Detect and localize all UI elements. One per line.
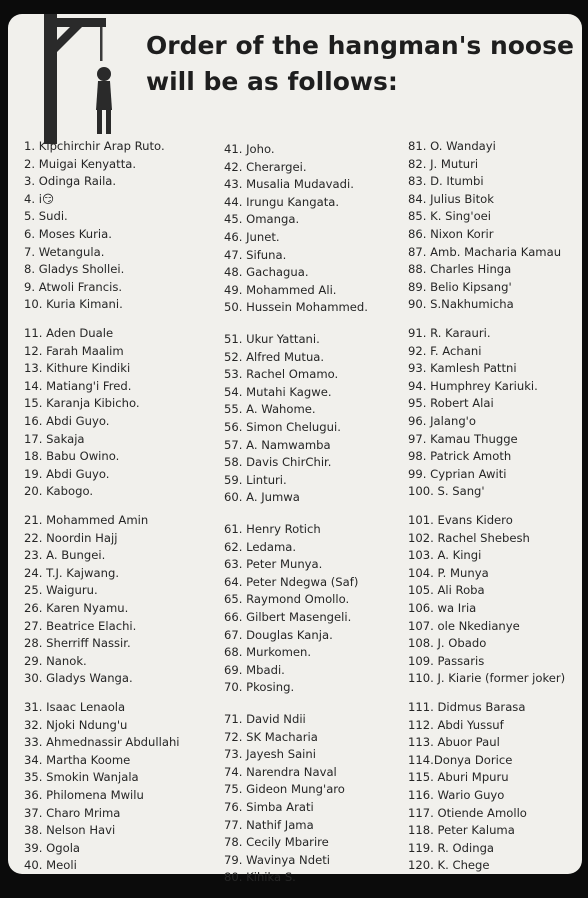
list-item: 19. Abdi Guyo.: [24, 466, 110, 481]
list-item: 69. Mbadi.: [224, 662, 285, 677]
list-item: 41. Joho.: [224, 142, 275, 156]
list-item: 9. Atwoli Francis.: [24, 279, 123, 294]
list-item: 114.Donya Dorice: [408, 752, 513, 767]
list-item: 110. J. Kiarie (former joker): [408, 671, 566, 686]
list-item: 90. S.Nakhumicha: [408, 297, 514, 312]
list-item: 109. Passaris: [408, 653, 485, 668]
list-item: 74. Narendra Naval: [224, 764, 337, 779]
list-item: 49. Mohammed Ali.: [224, 282, 337, 297]
list-item: 55. A. Wahome.: [224, 402, 316, 417]
list-item: 94. Humphrey Kariuki.: [408, 378, 538, 393]
list-item: 65. Raymond Omollo.: [224, 592, 350, 607]
list-item: 33. Ahmednassir Abdullahi: [24, 735, 180, 750]
list-group: [24, 512, 224, 699]
list-item: 32. Njoki Ndung'u: [24, 717, 128, 732]
list-item: 107. ole Nkedianye: [408, 618, 520, 633]
list-column-1: [24, 138, 224, 886]
list-item: 7. Wetangula.: [24, 244, 105, 259]
list-item: 27. Beatrice Elachi.: [24, 618, 137, 633]
list-item: 16. Abdi Guyo.: [24, 413, 110, 428]
list-item: 25. Waiguru.: [24, 583, 98, 598]
list-item: 54. Mutahi Kagwe.: [224, 384, 332, 399]
list-item: 47. Sifuna.: [224, 247, 287, 262]
list-item: 4. i😏: [24, 191, 55, 206]
list-item: 93. Kamlesh Pattni: [408, 361, 517, 376]
list-item: 113. Abuor Paul: [408, 735, 500, 750]
list-item: 81. O. Wandayi: [408, 139, 496, 153]
list-item: 34. Martha Koome: [24, 752, 131, 767]
list-item: 53. Rachel Omamo.: [224, 367, 339, 382]
list-item: 64. Peter Ndegwa (Saf): [224, 574, 359, 589]
list-item: 80. Kihika S.: [224, 870, 296, 885]
list-item: 105. Ali Roba: [408, 583, 485, 598]
list-item: 52. Alfred Mutua.: [224, 349, 325, 364]
list-item: 104. P. Munya: [408, 565, 489, 580]
list-item: 115. Aburi Mpuru: [408, 770, 509, 785]
list-item: 119. R. Odinga: [408, 840, 495, 855]
list-item: 39. Ogola: [24, 840, 81, 855]
list-group: [408, 325, 582, 512]
list-item: 35. Smokin Wanjala: [24, 770, 139, 785]
list-item: 68. Murkomen.: [224, 645, 312, 660]
list-item: 45. Omanga.: [224, 212, 300, 227]
list-item: 1. Kipchirchir Arap Ruto.: [24, 139, 165, 153]
list-item: 88. Charles Hinga: [408, 262, 512, 277]
list-column-2: [224, 138, 414, 898]
list-item: 66. Gilbert Masengeli.: [224, 609, 352, 624]
list-item: 6. Moses Kuria.: [24, 226, 112, 241]
list-group: [224, 518, 414, 708]
list-item: 44. Irungu Kangata.: [224, 194, 340, 209]
list-item: 76. Simba Arati: [224, 799, 314, 814]
list-item: 73. Jayesh Saini: [224, 747, 316, 762]
list-item: 86. Nixon Korir: [408, 226, 494, 241]
list-item: 116. Wario Guyo: [408, 787, 505, 802]
list-item: 56. Simon Chelugui.: [224, 419, 341, 434]
list-item: 67. Douglas Kanja.: [224, 627, 333, 642]
list-item: 8. Gladys Shollei.: [24, 262, 125, 277]
list-item: 63. Peter Munya.: [224, 557, 323, 572]
list-item: 50. Hussein Mohammed.: [224, 300, 368, 315]
list-group: [24, 325, 224, 512]
list-item: 31. Isaac Lenaola: [24, 700, 126, 714]
list-item: 17. Sakaja: [24, 431, 85, 446]
list-item: 71. David Ndii: [224, 712, 306, 726]
list-item: 97. Kamau Thugge: [408, 431, 518, 446]
list-item: 11. Aden Duale: [24, 326, 114, 340]
list-item: 37. Charo Mrima: [24, 805, 121, 820]
list-item: 92. F. Achani: [408, 343, 482, 358]
list-item: 18. Babu Owino.: [24, 449, 120, 464]
list-item: 30. Gladys Wanga.: [24, 671, 133, 686]
list-item: 103. A. Kingi: [408, 548, 482, 563]
list-item: 38. Nelson Havi: [24, 823, 116, 838]
list-group: [224, 138, 414, 328]
list-item: 100. S. Sang': [408, 484, 485, 499]
list-item: 59. Linturi.: [224, 472, 287, 487]
list-item: 102. Rachel Shebesh: [408, 530, 530, 545]
list-item: 118. Peter Kaluma: [408, 823, 515, 838]
list-group: [408, 699, 582, 886]
list-item: 112. Abdi Yussuf: [408, 717, 504, 732]
list-item: 48. Gachagua.: [224, 265, 309, 280]
list-item: 108. J. Obado: [408, 636, 487, 651]
list-item: 46. Junet.: [224, 229, 280, 244]
list-item: 21. Mohammed Amin: [24, 513, 149, 527]
list-item: 24. T.J. Kajwang.: [24, 565, 120, 580]
list-group: [224, 328, 414, 518]
list-item: 3. Odinga Raila.: [24, 174, 117, 189]
list-item: 60. A. Jumwa: [224, 490, 300, 505]
list-item: 61. Henry Rotich: [224, 522, 321, 536]
list-item: 15. Karanja Kibicho.: [24, 396, 140, 411]
list-item: 78. Cecily Mbarire: [224, 835, 329, 850]
page-title: Order of the hangman's noose will be as follows:: [146, 31, 574, 96]
list-group: [24, 138, 224, 325]
list-item: 87. Amb. Macharia Kamau: [408, 244, 562, 259]
document-page: [8, 14, 582, 885]
list-group: [408, 512, 582, 699]
list-item: 42. Cherargei.: [224, 159, 307, 174]
list-column-3: [408, 138, 582, 886]
list-item: 22. Noordin Hajj: [24, 530, 118, 545]
list-item: 84. Julius Bitok: [408, 191, 494, 206]
list-item: 75. Gideon Mung'aro: [224, 782, 345, 797]
list-item: 95. Robert Alai: [408, 396, 494, 411]
list-item: 36. Philomena Mwilu: [24, 787, 144, 802]
list-item: 98. Patrick Amoth: [408, 449, 512, 464]
list-item: 43. Musalia Mudavadi.: [224, 177, 354, 192]
list-item: 10. Kuria Kimani.: [24, 297, 123, 312]
list-item: 29. Nanok.: [24, 653, 87, 668]
list-item: 117. Otiende Amollo: [408, 805, 527, 820]
list-group: [224, 708, 414, 898]
list-group: [408, 138, 582, 325]
list-item: 40. Meoli: [24, 858, 77, 873]
list-item: 12. Farah Maalim: [24, 343, 124, 358]
list-item: 72. SK Macharia: [224, 729, 318, 744]
list-item: 96. Jalang'o: [408, 413, 476, 428]
list-item: 70. Pkosing.: [224, 680, 295, 695]
list-item: 77. Nathif Jama: [224, 817, 314, 832]
list-item: 85. K. Sing'oei: [408, 209, 492, 224]
list-item: 89. Belio Kipsang': [408, 279, 512, 294]
list-item: 79. Wavinya Ndeti: [224, 852, 330, 867]
list-item: 5. Sudi.: [24, 209, 68, 224]
list-item: 62. Ledama.: [224, 539, 297, 554]
hangman-gallows-icon: [30, 14, 130, 144]
list-item: 58. Davis ChirChir.: [224, 455, 332, 470]
list-item: 23. A. Bungei.: [24, 548, 106, 563]
list-item: 57. A. Namwamba: [224, 437, 331, 452]
list-item: 83. D. Itumbi: [408, 174, 484, 189]
list-item: 13. Kithure Kindiki: [24, 361, 131, 376]
list-item: 111. Didmus Barasa: [408, 700, 526, 714]
list-item: 101. Evans Kidero: [408, 513, 513, 527]
list-item: 26. Karen Nyamu.: [24, 600, 129, 615]
list-item: 2. Muigai Kenyatta.: [24, 156, 137, 171]
list-item: 106. wa Iria: [408, 600, 477, 615]
list-item: 120. K. Chege: [408, 858, 490, 873]
list-group: [24, 699, 224, 886]
list-item: 99. Cyprian Awiti: [408, 466, 507, 481]
list-item: 51. Ukur Yattani.: [224, 332, 320, 346]
list-item: 14. Matiang'i Fred.: [24, 378, 132, 393]
list-item: 82. J. Muturi: [408, 156, 479, 171]
list-item: 20. Kabogo.: [24, 484, 94, 499]
list-item: 91. R. Karauri.: [408, 326, 491, 340]
list-item: 28. Sherriff Nassir.: [24, 636, 131, 651]
